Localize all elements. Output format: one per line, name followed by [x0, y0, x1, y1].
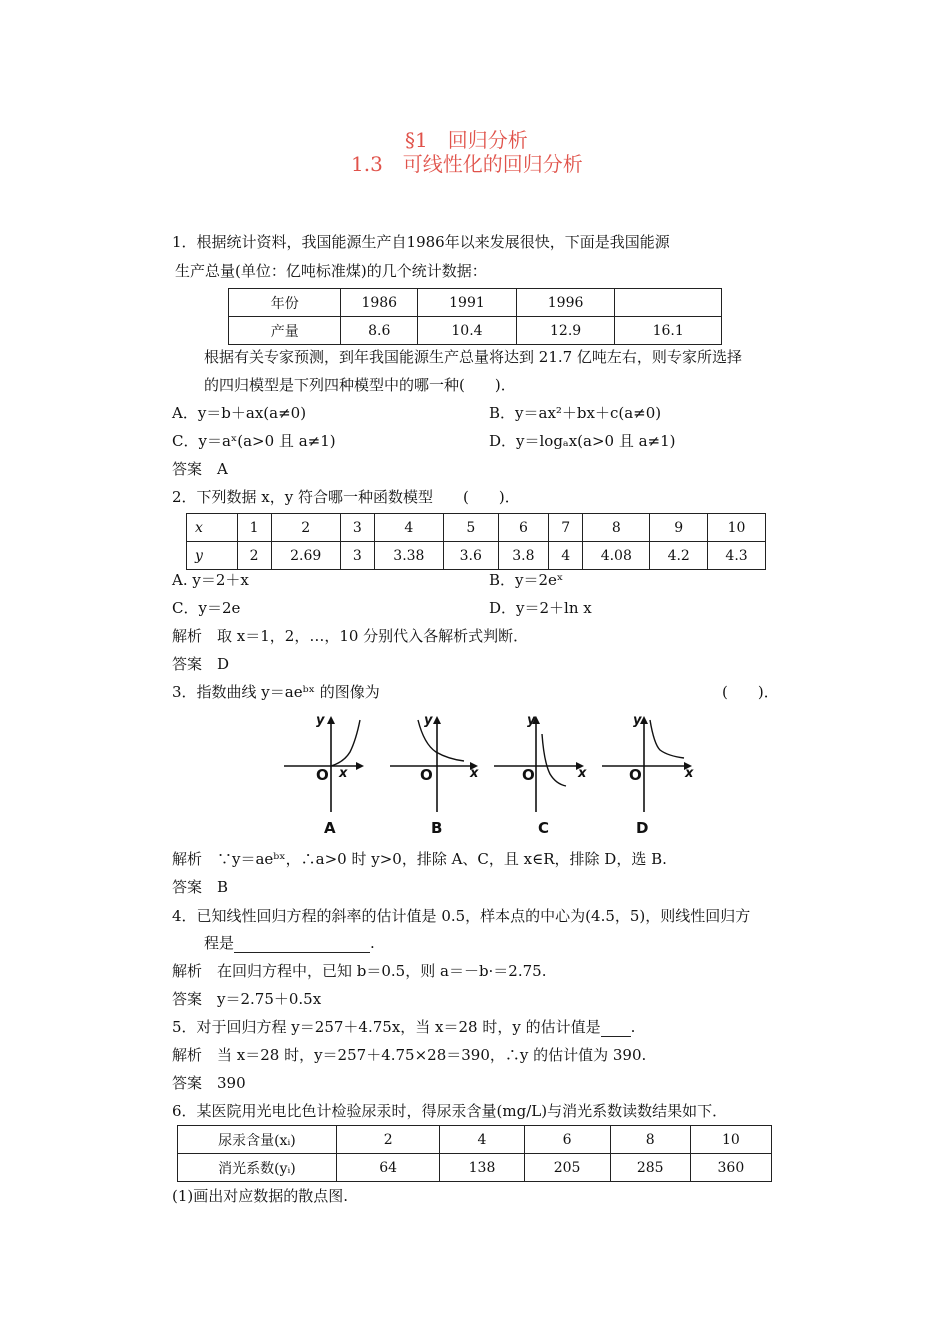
q4-stem-end: .	[370, 934, 375, 952]
table-cell: 10	[708, 514, 766, 542]
table-cell: 8	[610, 1126, 690, 1154]
table-cell: 64	[336, 1154, 440, 1182]
q1-stem-line2: 生产总量(单位：亿吨标准煤)的几个统计数据：	[175, 262, 487, 280]
section-title: §1 回归分析	[405, 128, 528, 152]
graph-a-y-label: y	[316, 713, 325, 728]
q2-analysis: 解析 取 x＝1，2，…，10 分别代入各解析式判断．	[172, 627, 529, 645]
table-row	[229, 289, 722, 317]
table-cell: 1996	[516, 289, 615, 317]
q4-answer-blank[interactable]	[234, 938, 370, 953]
q1-option-b: B．y＝ax²＋bx＋c(a≠0)	[489, 404, 662, 422]
q4-stem-line1: 4．已知线性回归方程的斜率的估计值是 0.5，样本点的中心为(4.5，5)，则线性回归方	[172, 907, 751, 925]
table-cell: 3.6	[443, 542, 498, 570]
table-cell: 4	[440, 1126, 524, 1154]
table-cell: 3	[340, 542, 374, 570]
table-cell: 尿汞含量(xᵢ)	[178, 1126, 337, 1154]
table-cell: 360	[690, 1154, 771, 1182]
graph-b	[390, 712, 480, 812]
exp-curve	[650, 720, 684, 758]
q2-table	[186, 513, 766, 570]
table-cell: 6	[524, 1126, 610, 1154]
graph-c	[494, 712, 586, 812]
q3-analysis: 解析 ∵y＝aeᵇˣ，∴a>0 时 y>0，排除 A、C，且 x∈R，排除 D，选 B.	[172, 850, 667, 868]
q1-option-d: D．y＝logₐx(a>0 且 a≠1)	[489, 432, 676, 450]
table-cell: 2	[271, 514, 340, 542]
table-cell: 4.08	[583, 542, 650, 570]
q3-stem: 3．指数曲线 y＝aeᵇˣ 的图像为	[172, 683, 380, 701]
table-cell: 2	[336, 1126, 440, 1154]
graph-d	[602, 712, 694, 812]
table-row	[178, 1154, 772, 1182]
q1-option-a: A．y＝b＋ax(a≠0)	[172, 404, 307, 422]
graph-d-x-label: x	[685, 766, 694, 781]
q3-answer: 答案 B	[172, 878, 229, 896]
q2-stem: 2．下列数据 x，y 符合哪一种函数模型 ( )．	[172, 488, 520, 506]
table-cell: 8.6	[341, 317, 418, 345]
graph-d-y-label: y	[633, 713, 642, 728]
q4-stem-line2	[204, 933, 375, 953]
graph-a-x-label: x	[339, 766, 348, 781]
graph-a	[284, 712, 366, 812]
table-cell: 10.4	[418, 317, 517, 345]
q4-answer: 答案 y＝2.75＋0.5x	[172, 990, 322, 1008]
table-cell: 10	[690, 1126, 771, 1154]
graph-d-label: D	[636, 819, 649, 837]
graph-b-y-label: y	[424, 713, 433, 728]
q2-option-c: C．y＝2e	[172, 599, 241, 617]
q2-option-d: D．y＝2＋ln x	[489, 599, 592, 617]
table-cell: 285	[610, 1154, 690, 1182]
table-cell: 7	[549, 514, 583, 542]
q1-option-c: C．y＝aˣ(a>0 且 a≠1)	[172, 432, 336, 450]
table-cell: 9	[650, 514, 708, 542]
table-cell: 年份	[229, 289, 341, 317]
table-row	[178, 1126, 772, 1154]
table-row	[187, 542, 766, 570]
q5-analysis: 解析 当 x＝28 时，y＝257＋4.75×28＝390，∴y 的估计值为 390.	[172, 1046, 647, 1064]
subsection-title: 1.3 可线性化的回归分析	[351, 152, 583, 176]
table-cell	[615, 289, 722, 317]
table-row	[229, 317, 722, 345]
exp-curve	[542, 734, 566, 786]
y-axis-arrow	[433, 716, 441, 724]
table-cell: 16.1	[615, 317, 722, 345]
table-cell: 1991	[418, 289, 517, 317]
table-cell: y	[187, 542, 238, 570]
q4-stem-text: 程是	[204, 934, 235, 952]
table-cell: 4	[374, 514, 443, 542]
q5-stem-line	[172, 1017, 635, 1037]
exp-curve	[331, 720, 360, 766]
q5-answer: 答案 390	[172, 1074, 246, 1092]
table-cell: 消光系数(yᵢ)	[178, 1154, 337, 1182]
table-cell: 2	[237, 542, 271, 570]
table-cell: 3.8	[498, 542, 549, 570]
q6-table	[177, 1125, 772, 1182]
graph-c-y-label: y	[527, 713, 536, 728]
q6-stem: 6．某医院用光电比色计检验尿汞时，得尿汞含量(mg/L)与消光系数读数结果如下．	[172, 1102, 728, 1120]
q2-option-a: A. y＝2＋x	[172, 571, 249, 589]
graph-d-origin: O	[629, 766, 642, 784]
table-cell: 4	[549, 542, 583, 570]
table-cell: 5	[443, 514, 498, 542]
y-axis-arrow	[327, 716, 335, 724]
table-cell: 1986	[341, 289, 418, 317]
graph-b-origin: O	[420, 766, 433, 784]
table-cell: 1	[237, 514, 271, 542]
table-cell: 4.3	[708, 542, 766, 570]
table-cell: 2.69	[271, 542, 340, 570]
table-cell: 4.2	[650, 542, 708, 570]
table-cell: 产量	[229, 317, 341, 345]
q5-stem-text: 5．对于回归方程 y＝257＋4.75x，当 x＝28 时，y 的估计值是	[172, 1018, 601, 1036]
table-cell: 138	[440, 1154, 524, 1182]
graph-a-origin: O	[316, 766, 329, 784]
table-cell: 6	[498, 514, 549, 542]
graph-a-label: A	[324, 819, 336, 837]
q5-stem-end: .	[630, 1018, 636, 1036]
table-cell: 12.9	[516, 317, 615, 345]
table-row	[187, 514, 766, 542]
table-cell: x	[187, 514, 238, 542]
q6-part1: (1)画出对应数据的散点图.	[172, 1187, 349, 1205]
table-cell: 8	[583, 514, 650, 542]
graph-b-x-label: x	[470, 766, 479, 781]
table-cell: 3	[340, 514, 374, 542]
graph-c-label: C	[538, 819, 550, 837]
q5-answer-blank[interactable]	[601, 1022, 631, 1037]
x-axis-arrow	[356, 762, 364, 770]
q4-analysis: 解析 在回归方程中，已知 b＝0.5，则 a＝－b·＝2.75.	[172, 962, 547, 980]
q2-answer: 答案 D	[172, 655, 230, 673]
graph-b-label: B	[431, 819, 443, 837]
q1-stem-line1: 1．根据统计资料，我国能源生产自1986年以来发展很快，下面是我国能源	[172, 233, 670, 251]
table-cell: 3.38	[374, 542, 443, 570]
table-cell: 205	[524, 1154, 610, 1182]
q1-answer: 答案 A	[172, 460, 228, 478]
q1-table	[228, 288, 722, 345]
graph-c-origin: O	[522, 766, 535, 784]
q1-cont-line2: 的四归模型是下列四种模型中的哪一种( )．	[204, 376, 516, 394]
q2-option-b: B．y＝2eˣ	[489, 571, 564, 589]
q1-cont-line1: 根据有关专家预测，到年我国能源生产总量将达到 21.7 亿吨左右，则专家所选择	[204, 348, 742, 366]
q3-bracket: ( )．	[722, 683, 779, 701]
graph-c-x-label: x	[578, 766, 587, 781]
